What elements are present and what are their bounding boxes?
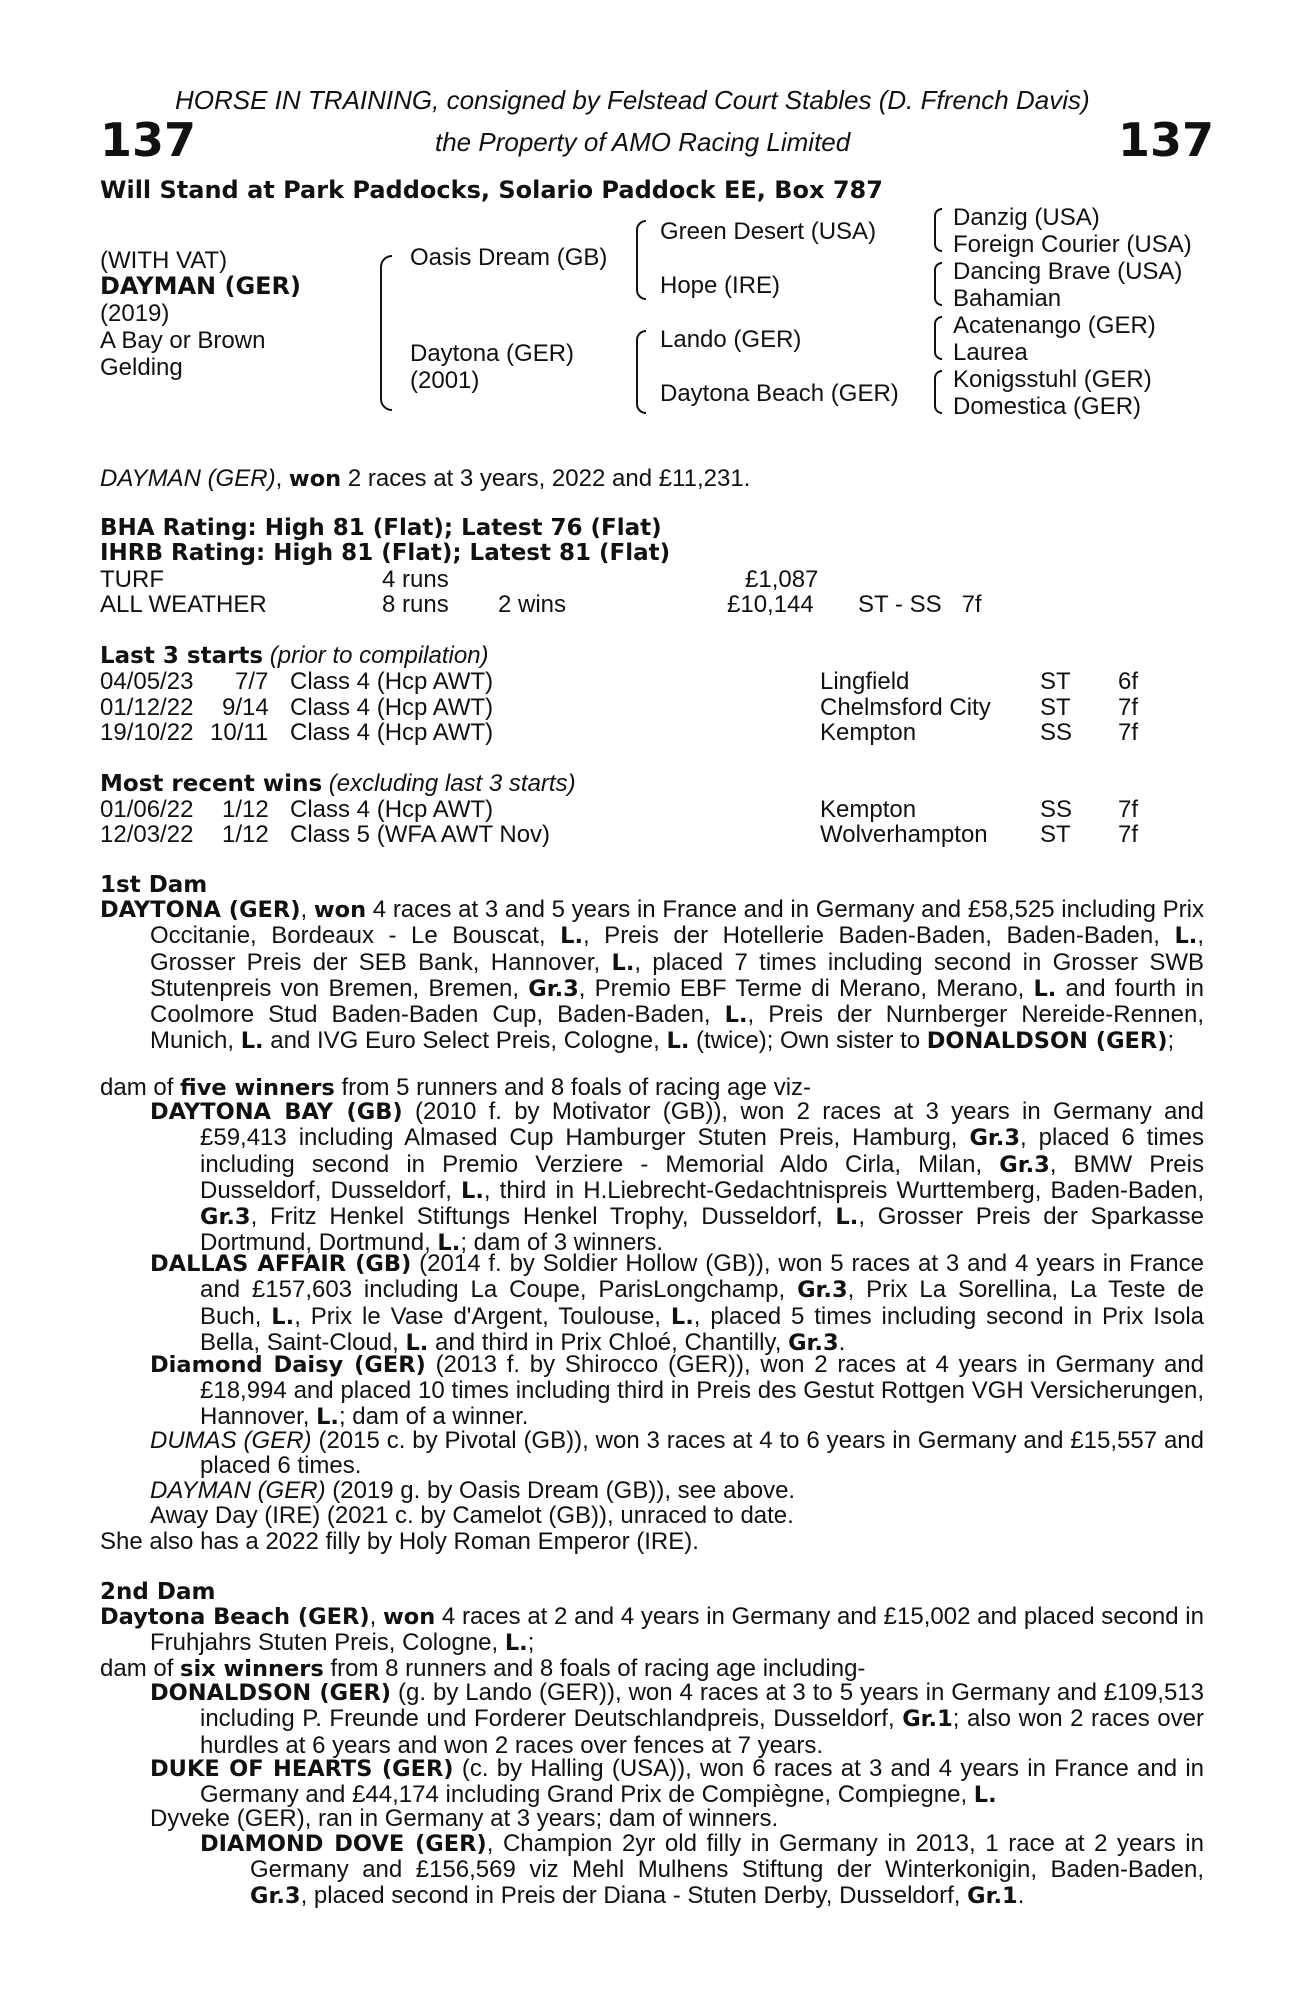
lot-number-right: 137 — [1118, 113, 1215, 167]
sire: Oasis Dream (GB) — [410, 244, 608, 271]
aw-prize: £10,144 — [727, 591, 814, 618]
aw-runs: 8 runs — [382, 591, 449, 618]
horse-colour: A Bay or Brown — [100, 327, 266, 354]
last-starts-heading: Last 3 starts (prior to compilation) — [100, 642, 489, 669]
summary-text: 2 races at 3 years, 2022 and £11,231. — [341, 465, 751, 492]
first-dam-also: She also has a 2022 filly by Holy Roman Emperor (IRE). — [100, 1528, 699, 1555]
progeny-donaldson: DONALDSON (GER) (g. by Lando (GER)), won 4 races at 3 to 5 years in Germany and £109,513 including P. Freunde und Forderer Deutschlandpreis, Dusseldorf, Gr.1; also won 2 races over hurdles at 6 years and won 2 races over fences at 7 years. — [150, 1679, 1204, 1759]
dam-year: (2001) — [410, 367, 480, 394]
progeny-diamond-daisy: Diamond Daisy (GER) (2013 f. by Shirocco (GER)), won 2 races at 4 years in Germany and £18,994 and placed 10 times including third in Preis des Gestut Rottgen VGH Versicherungen, Hannover, L.; dam of a winner. — [150, 1351, 1204, 1430]
progeny-duke-of-hearts: DUKE OF HEARTS (GER) (c. by Halling (USA)), won 6 races at 3 and 4 years in France and in Germany and £44,174 including Grand Prix de Compiègne, Compiegne, L. — [150, 1755, 1204, 1809]
turf-runs: 4 runs — [382, 566, 449, 593]
sire-dam: Hope (IRE) — [660, 272, 781, 299]
first-dam-record: DAYTONA (GER), won 4 races at 3 and 5 years in France and in Germany and £58,525 including Prix Occitanie, Bordeaux - Le Bouscat, L., Preis der Hotellerie Baden-Baden, Baden-Baden, L., Grosser Preis der SEB Bank, Hannover, L., placed 7 times including second in Grosser SWB Stutenpreis von Bremen, Bremen, Gr.3, Premio EBF Terme di Merano, Merano, L. and fourth in Coolmore Stud Baden-Baden Cup, Baden-Baden, L., Preis der Nurnberger Nereide-Rennen, Munich, L. and IVG Euro Select Preis, Cologne, L. (twice); Own sister to DONALDSON (GER); — [100, 896, 1204, 1055]
progeny-away-day: Away Day (IRE) (2021 c. by Camelot (GB)), unraced to date. — [150, 1502, 794, 1529]
dam-sire: Lando (GER) — [660, 326, 802, 353]
table-row: 12/03/22 1/12 Class 5 (WFA AWT Nov) Wolverhampton ST 7f — [100, 821, 1139, 848]
stand-location: Will Stand at Park Paddocks, Solario Paddock EE, Box 787 — [100, 176, 883, 204]
lot-number-left: 137 — [100, 113, 197, 167]
aw-label: ALL WEATHER — [100, 591, 267, 618]
recent-wins-heading: Most recent wins (excluding last 3 starts) — [100, 770, 576, 797]
dam-sire-dam: Laurea — [953, 339, 1028, 366]
dam-dam-sire: Konigsstuhl (GER) — [953, 366, 1152, 393]
consignor-line: HORSE IN TRAINING, consigned by Felstead Court Stables (D. Ffrench Davis) — [175, 85, 1090, 115]
table-row: 01/12/22 9/14 Class 4 (Hcp AWT) Chelmsford City ST 7f — [100, 694, 1139, 721]
table-row: 19/10/22 10/11 Class 4 (Hcp AWT) Kempton SS 7f — [100, 719, 1139, 746]
second-dam-produce-summary: dam of six winners from 8 runners and 8 foals of racing age including- — [100, 1655, 866, 1682]
brace-main — [380, 255, 392, 411]
race-summary: DAYMAN (GER), won 2 races at 3 years, 2022 and £11,231. — [100, 465, 751, 492]
second-dam-heading: 2nd Dam — [100, 1579, 216, 1605]
turf-prize: £1,087 — [745, 566, 819, 593]
brace-ds — [934, 316, 942, 360]
first-dam-produce-summary: dam of five winners from 5 runners and 8 foals of racing age viz- — [100, 1074, 812, 1101]
property-line: the Property of AMO Racing Limited — [435, 127, 851, 157]
sire-sire: Green Desert (USA) — [660, 218, 877, 245]
dam: Daytona (GER) — [410, 340, 575, 367]
first-dam-heading: 1st Dam — [100, 872, 208, 898]
sire-sire-dam: Foreign Courier (USA) — [953, 231, 1192, 258]
brace-dd — [934, 370, 942, 414]
table-row: 04/05/23 7/7 Class 4 (Hcp AWT) Lingfield ST 6f — [100, 668, 1139, 695]
turf-label: TURF — [100, 566, 164, 593]
horse-sex: Gelding — [100, 354, 183, 381]
sire-dam-dam: Bahamian — [953, 285, 1062, 312]
bha-rating: BHA Rating: High 81 (Flat); Latest 76 (Flat) — [100, 515, 662, 541]
progeny-dumas: DUMAS (GER) (2015 c. by Pivotal (GB)), won 3 races at 4 to 6 years in Germany and £15,557 and placed 6 times. — [150, 1427, 1204, 1480]
horse-year: (2019) — [100, 300, 170, 327]
second-dam-record: Daytona Beach (GER), won 4 races at 2 and 4 years in Germany and £15,002 and placed second in Fruhjahrs Stuten Preis, Cologne, L.; — [100, 1603, 1204, 1657]
progeny-diamond-dove: DIAMOND DOVE (GER), Champion 2yr old filly in Germany in 2013, 1 race at 2 years in Germany and £156,569 viz Mehl Mulhens Stiftung der Winterkonigin, Baden-Baden, Gr.3, placed second in Preis der Diana - Stuten Derby, Dusseldorf, Gr.1. — [200, 1830, 1204, 1909]
brace-ss — [934, 208, 942, 252]
vat-note: (WITH VAT) — [100, 247, 228, 274]
progeny-daytona-bay: DAYTONA BAY (GB) (2010 f. by Motivator (GB)), won 2 races at 3 years in Germany and £59,413 including Almased Cup Hamburger Stuten Preis, Hamburg, Gr.3, placed 6 times including second in Premio Verziere - Memorial Aldo Cirla, Milan, Gr.3, BMW Preis Dusseldorf, Dusseldorf, L., third in H.Liebrecht-Gedachtnispreis Wurttemberg, Baden-Baden, Gr.3, Fritz Henkel Stiftungs Henkel Trophy, Dusseldorf, L., Grosser Preis der Sparkasse Dortmund, Dortmund, L.; dam of 3 winners. — [150, 1098, 1204, 1257]
sire-dam-sire: Dancing Brave (USA) — [953, 258, 1183, 285]
sire-sire-sire: Danzig (USA) — [953, 204, 1100, 231]
table-row: 01/06/22 1/12 Class 4 (Hcp AWT) Kempton SS 7f — [100, 796, 1139, 823]
progeny-dallas-affair: DALLAS AFFAIR (GB) (2014 f. by Soldier Hollow (GB)), won 5 races at 3 and 4 years in France and £157,603 including La Coupe, ParisLongchamp, Gr.3, Prix La Sorellina, La Teste de Buch, L., Prix le Vase d'Argent, Toulouse, L., placed 5 times including second in Prix Isola Bella, Saint-Cloud, L. and third in Prix Chloé, Chantilly, Gr.3. — [150, 1250, 1205, 1356]
summary-horse-name: DAYMAN (GER) — [100, 465, 276, 492]
brace-sd — [934, 262, 942, 306]
progeny-dayman: DAYMAN (GER) (2019 g. by Oasis Dream (GB)), see above. — [150, 1477, 796, 1504]
brace-dam — [636, 330, 646, 414]
dam-sire-sire: Acatenango (GER) — [953, 312, 1156, 339]
summary-won: won — [288, 466, 342, 492]
aw-extra: ST - SS 7f — [858, 591, 982, 618]
dam-dam-dam: Domestica (GER) — [953, 393, 1142, 420]
aw-wins: 2 wins — [498, 591, 567, 618]
progeny-dyveke: Dyveke (GER), ran in Germany at 3 years; dam of winners. — [150, 1805, 779, 1832]
brace-sire — [636, 220, 646, 300]
horse-name: DAYMAN (GER) — [100, 272, 301, 300]
ihrb-rating: IHRB Rating: High 81 (Flat); Latest 81 (Flat) — [100, 540, 671, 566]
dam-dam: Daytona Beach (GER) — [660, 380, 899, 407]
